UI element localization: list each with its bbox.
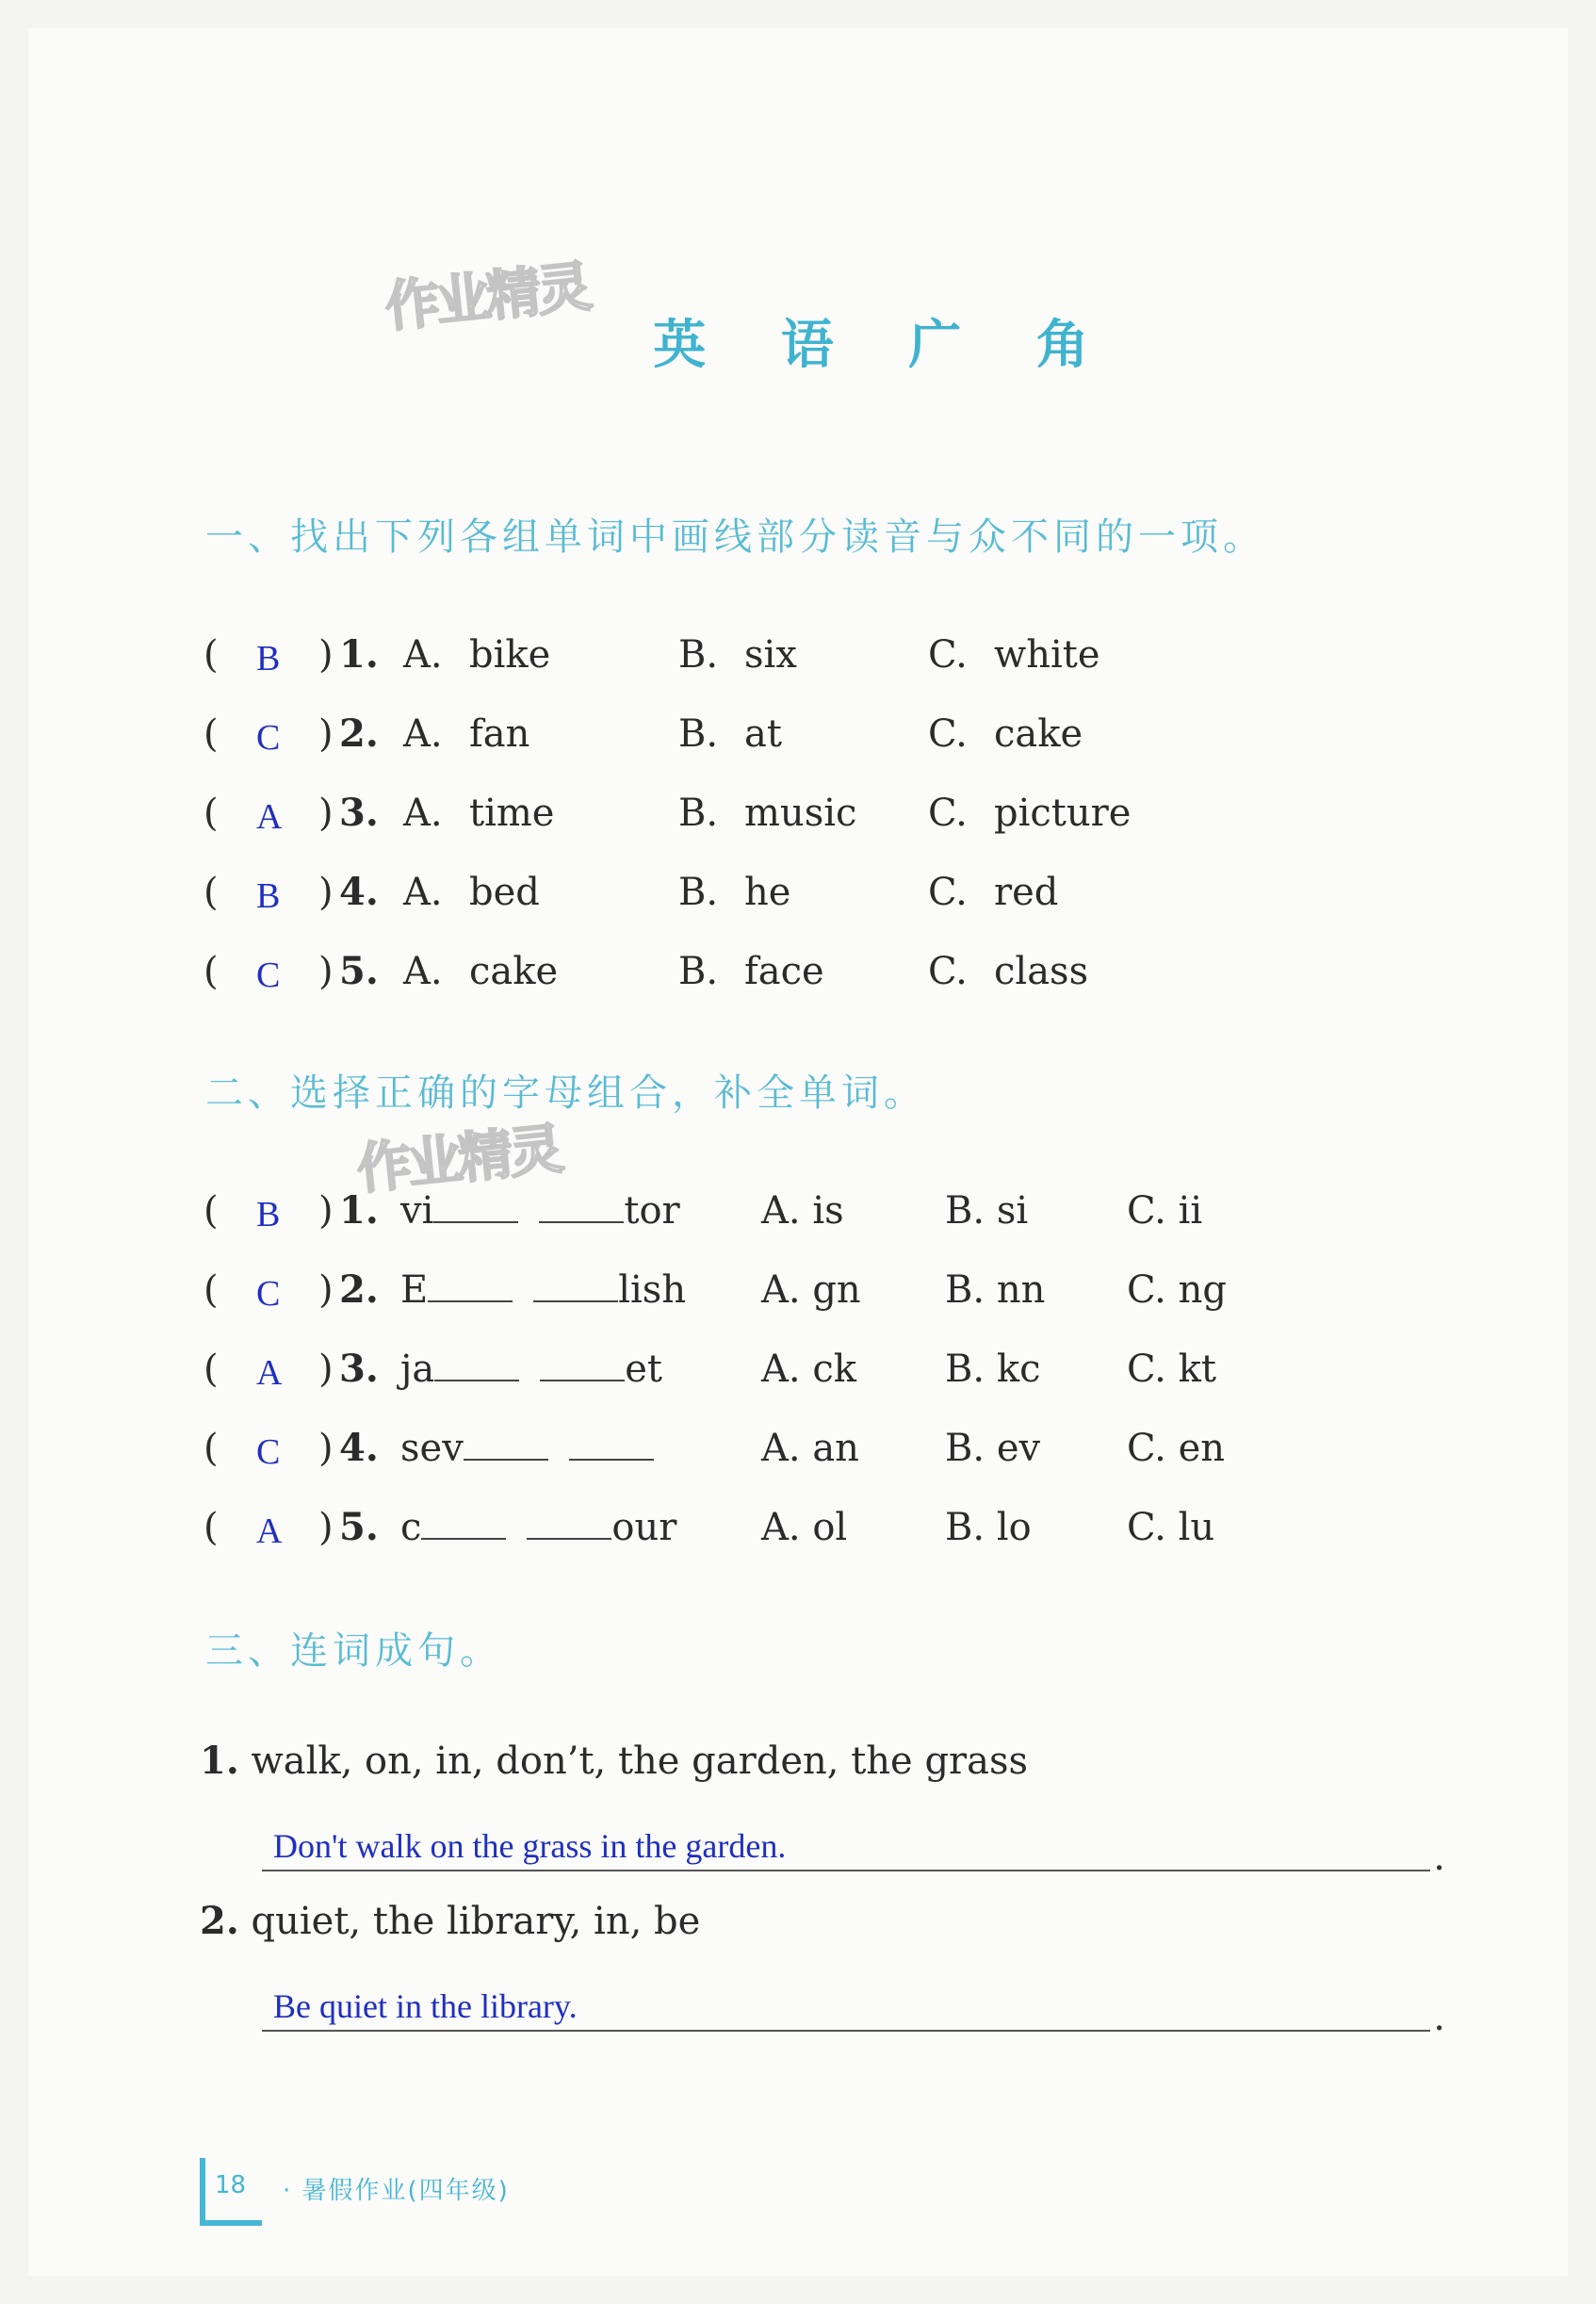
close-paren: ) [318, 1189, 334, 1233]
period: . [1433, 1996, 1445, 2039]
open-paren: ( [204, 1506, 219, 1549]
answer-choice[interactable]: C [256, 718, 281, 758]
option-a: A. an [761, 1427, 859, 1470]
open-paren: ( [204, 633, 219, 677]
option-c-letter: C. [928, 792, 968, 835]
open-paren: ( [204, 1268, 219, 1312]
option-a: A. ck [761, 1348, 856, 1391]
option-a-word: time [469, 792, 555, 835]
answer-choice[interactable]: C [256, 956, 281, 995]
option-b-letter: B. [678, 950, 719, 993]
open-paren: ( [204, 1427, 219, 1470]
open-paren: ( [204, 1189, 219, 1233]
word-with-blanks [400, 1420, 654, 1477]
question-number: 1. [339, 1188, 379, 1233]
option-c-word: white [994, 633, 1100, 677]
page-number: 18 [215, 2171, 247, 2199]
word-suffix: et [625, 1348, 662, 1391]
question-number: 4. [339, 1426, 379, 1470]
option-c: C. ii [1127, 1189, 1203, 1233]
blank-2[interactable] [540, 1342, 625, 1381]
option-a-word: bike [469, 633, 551, 677]
question-number: 5. [339, 949, 379, 993]
word-with-blanks [400, 1341, 662, 1397]
option-b-letter: B. [678, 712, 719, 756]
option-a: A. gn [761, 1268, 861, 1312]
option-a: A. ol [761, 1506, 848, 1549]
question-number: 5. [339, 1505, 379, 1549]
open-paren: ( [204, 1348, 219, 1391]
blank-2[interactable] [539, 1184, 624, 1223]
option-c-letter: C. [928, 633, 968, 677]
option-c-word: picture [994, 792, 1132, 835]
period: . [1433, 1836, 1445, 1879]
watermark-logo: 作业精灵 [382, 253, 592, 340]
answer-text: Don't walk on the grass in the garden. [273, 1827, 787, 1865]
page-title: 英 语 广 角 [653, 315, 1117, 376]
option-b: B. kc [945, 1348, 1041, 1391]
option-c-letter: C. [928, 871, 968, 914]
option-b: B. si [945, 1189, 1029, 1233]
sentence-item-2 [200, 1899, 700, 1943]
option-b-word: face [744, 950, 824, 993]
answer-choice[interactable]: B [256, 639, 281, 678]
question-number: 3. [339, 1347, 379, 1391]
word-prefix: c [400, 1506, 422, 1549]
question-number: 2. [339, 1267, 379, 1312]
word-prefix: ja [400, 1348, 435, 1391]
option-c-letter: C. [928, 950, 968, 993]
option-b-word: at [744, 712, 782, 756]
option-c-letter: C. [928, 712, 968, 756]
close-paren: ) [318, 1268, 334, 1312]
close-paren: ) [318, 712, 334, 756]
open-paren: ( [204, 950, 219, 993]
answer-choice[interactable]: C [256, 1274, 281, 1314]
option-a-letter: A. [403, 792, 443, 835]
question-number: 1. [339, 632, 379, 677]
option-b-word: he [744, 871, 791, 914]
word-with-blanks [400, 1262, 686, 1318]
word-prefix: vi [400, 1189, 434, 1233]
close-paren: ) [318, 1506, 334, 1549]
blank-1[interactable] [421, 1500, 506, 1540]
blank-1[interactable] [464, 1421, 548, 1461]
word-suffix: lish [618, 1268, 687, 1312]
watermark-logo: 作业精灵 [353, 1116, 563, 1202]
answer-choice[interactable]: B [256, 1195, 281, 1234]
word-with-blanks [400, 1499, 676, 1556]
option-a-word: cake [469, 950, 559, 993]
item-number: 1. [200, 1739, 239, 1783]
section-3-heading: 三、连词成句。 [205, 1629, 502, 1673]
option-b-letter: B. [678, 792, 719, 835]
open-paren: ( [204, 792, 219, 835]
footer-text: · 暑假作业(四年级) [283, 2177, 510, 2205]
option-a-letter: A. [403, 633, 443, 677]
answer-choice[interactable]: C [256, 1432, 281, 1472]
answer-line[interactable] [262, 1817, 1445, 1879]
option-b-word: six [744, 633, 797, 677]
answer-choice[interactable]: A [256, 797, 283, 837]
option-a-letter: A. [403, 871, 443, 914]
word-suffix: our [611, 1506, 677, 1549]
close-paren: ) [318, 633, 334, 677]
close-paren: ) [318, 792, 334, 835]
scrambled-words: walk, on, in, don’t, the garden, the grass [251, 1740, 1029, 1783]
option-c-word: red [994, 871, 1059, 914]
option-b: B. ev [945, 1427, 1041, 1470]
answer-choice[interactable]: A [256, 1353, 283, 1393]
item-number: 2. [200, 1899, 239, 1943]
option-b: B. lo [945, 1506, 1032, 1549]
option-c: C. lu [1127, 1506, 1215, 1549]
answer-choice[interactable]: A [256, 1511, 283, 1551]
option-c: C. en [1127, 1427, 1226, 1470]
open-paren: ( [204, 712, 219, 756]
option-a-word: fan [469, 712, 530, 756]
blank-1[interactable] [428, 1263, 513, 1302]
close-paren: ) [318, 950, 334, 993]
word-prefix: sev [400, 1427, 464, 1470]
section-1-heading: 一、找出下列各组单词中画线部分读音与众不同的一项。 [205, 515, 1265, 559]
option-a-letter: A. [403, 950, 443, 993]
option-b-word: music [744, 792, 857, 835]
question-number: 4. [339, 870, 379, 914]
word-with-blanks [400, 1183, 680, 1239]
option-b-letter: B. [678, 633, 719, 677]
option-c-word: class [994, 950, 1089, 993]
answer-line[interactable] [262, 1977, 1445, 2039]
blank-2[interactable] [527, 1500, 611, 1540]
blank-2[interactable] [533, 1263, 618, 1302]
answer-text: Be quiet in the library. [273, 1987, 578, 2025]
answer-choice[interactable]: B [256, 876, 281, 916]
question-number: 3. [339, 791, 379, 835]
blank-1[interactable] [433, 1184, 518, 1223]
word-suffix: tor [624, 1189, 680, 1233]
option-c: C. ng [1127, 1268, 1227, 1312]
option-a: A. is [761, 1189, 844, 1233]
section-2-heading: 二、选择正确的字母组合，补全单词。 [205, 1071, 926, 1115]
close-paren: ) [318, 1348, 334, 1391]
blank-2[interactable] [569, 1421, 654, 1461]
question-number: 2. [339, 711, 379, 756]
option-b-letter: B. [678, 871, 719, 914]
option-a-word: bed [469, 871, 540, 914]
option-c-word: cake [994, 712, 1083, 756]
close-paren: ) [318, 1427, 334, 1470]
blank-1[interactable] [434, 1342, 519, 1381]
open-paren: ( [204, 871, 219, 914]
word-prefix: E [400, 1268, 429, 1312]
sentence-item-1 [200, 1739, 1028, 1783]
option-a-letter: A. [403, 712, 443, 756]
close-paren: ) [318, 871, 334, 914]
scrambled-words: quiet, the library, in, be [251, 1900, 701, 1943]
option-c: C. kt [1127, 1348, 1216, 1391]
option-b: B. nn [945, 1268, 1046, 1312]
